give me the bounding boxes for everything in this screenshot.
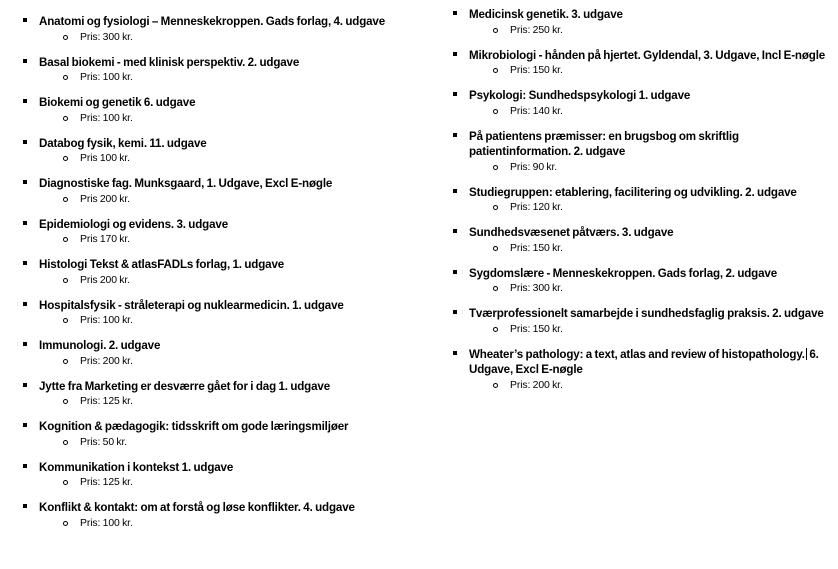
book-list-item[interactable]: [15, 379, 440, 410]
book-price: Pris 100 kr.: [80, 153, 130, 164]
book-price: Pris: 150 kr.: [510, 65, 563, 76]
book-price: Pris: 125 kr.: [80, 477, 133, 488]
price-list-item[interactable]: [469, 323, 838, 337]
circle-bullet-icon: [63, 521, 68, 526]
price-list-item[interactable]: [469, 161, 838, 175]
book-price: Pris: 100 kr.: [80, 112, 133, 124]
book-title: Kommunikation i kontekst 1. udgave: [39, 460, 234, 474]
book-title: Psykologi: Sundhedspsykologi 1. udgave: [469, 89, 691, 102]
price-list-item[interactable]: [39, 31, 440, 45]
book-list-item[interactable]: [445, 129, 838, 175]
price-list-item[interactable]: [39, 233, 440, 247]
price-sublist: [39, 355, 440, 369]
circle-bullet-icon: [63, 35, 68, 40]
book-title: Tværprofessionelt samarbejde i sundhedsfaglig praksis. 2. udgave: [469, 307, 824, 320]
book-list-item[interactable]: [445, 7, 838, 38]
square-bullet-icon: [23, 261, 27, 265]
price-sublist: [469, 64, 838, 78]
book-title: På patientens præmisser: en brugsbog om skriftlig patientinformation. 2. udgave: [469, 129, 739, 158]
book-price: Pris: 300 kr.: [80, 31, 133, 43]
circle-bullet-icon: [493, 383, 498, 388]
book-price: Pris: 200 kr.: [80, 355, 133, 367]
book-list-item[interactable]: [15, 500, 440, 531]
price-list-item[interactable]: [39, 193, 440, 207]
price-sublist: [469, 161, 838, 175]
price-sublist: [39, 152, 440, 166]
book-list-column-right: [440, 0, 838, 393]
price-sublist: [39, 112, 440, 126]
circle-bullet-icon: [63, 359, 68, 364]
book-price: Pris: 50 kr.: [80, 436, 128, 448]
book-list-item[interactable]: [15, 257, 440, 288]
price-list-item[interactable]: [39, 112, 440, 126]
square-bullet-icon: [453, 11, 457, 15]
book-list-item[interactable]: [15, 460, 440, 491]
circle-bullet-icon: [493, 28, 498, 33]
price-list-item[interactable]: [39, 355, 440, 369]
price-sublist: [39, 193, 440, 207]
circle-bullet-icon: [493, 327, 498, 332]
square-bullet-icon: [23, 18, 27, 22]
book-price: Pris: 90 kr.: [510, 161, 558, 173]
book-list-item[interactable]: [445, 306, 838, 337]
book-list-item[interactable]: [15, 55, 440, 86]
price-list-item[interactable]: [39, 395, 440, 409]
book-title: Jytte fra Marketing er desværre gået for i dag 1. udgave: [39, 379, 331, 393]
circle-bullet-icon: [63, 237, 68, 242]
square-bullet-icon: [453, 310, 457, 314]
square-bullet-icon: [23, 504, 27, 508]
book-list-item[interactable]: [15, 298, 440, 329]
square-bullet-icon: [23, 383, 27, 387]
price-sublist: [469, 282, 838, 296]
square-bullet-icon: [23, 59, 27, 63]
book-list-item[interactable]: [15, 95, 440, 126]
price-list-item[interactable]: [39, 476, 440, 490]
book-price: Pris: 200 kr.: [510, 379, 563, 391]
circle-bullet-icon: [493, 246, 498, 251]
book-list-item[interactable]: [15, 338, 440, 369]
circle-bullet-icon: [63, 480, 68, 485]
price-sublist: [469, 323, 838, 337]
book-title: Anatomi og fysiologi – Menneskekroppen. Gads forlag, 4. udgave: [39, 15, 386, 28]
price-sublist: [39, 436, 440, 450]
price-list-item[interactable]: [469, 64, 838, 78]
book-list-right: [445, 7, 838, 393]
book-price: Pris: 150 kr.: [510, 323, 563, 335]
square-bullet-icon: [453, 229, 457, 233]
price-list-item[interactable]: [39, 152, 440, 166]
book-title: Sundhedsvæsenet påtværs. 3. udgave: [469, 226, 674, 239]
price-list-item[interactable]: [469, 24, 838, 38]
square-bullet-icon: [23, 99, 27, 103]
book-list-item[interactable]: [15, 136, 440, 167]
book-title: Kognition & pædagogik: tidsskrift om gode læringsmiljøer: [39, 420, 349, 433]
book-list-item[interactable]: [15, 14, 440, 45]
book-title: Diagnostiske fag. Munksgaard, 1. Udgave, Excl E-nøgle: [39, 177, 333, 190]
price-sublist: [39, 517, 440, 531]
book-title: Basal biokemi - med klinisk perspektiv. 2. udgave: [39, 55, 300, 69]
circle-bullet-icon: [493, 205, 498, 210]
price-list-item[interactable]: [469, 379, 838, 393]
price-list-item[interactable]: [39, 436, 440, 450]
square-bullet-icon: [23, 342, 27, 346]
square-bullet-icon: [23, 464, 27, 468]
circle-bullet-icon: [493, 286, 498, 291]
circle-bullet-icon: [493, 165, 498, 170]
square-bullet-icon: [23, 302, 27, 306]
book-price: Pris: 140 kr.: [510, 105, 563, 117]
square-bullet-icon: [23, 423, 27, 427]
price-sublist: [469, 105, 838, 119]
price-list-item[interactable]: [469, 201, 838, 215]
price-list-item[interactable]: [39, 71, 440, 85]
book-title: Sygdomslære - Menneskekroppen. Gads forlag, 2. udgave: [469, 266, 778, 280]
book-list-item[interactable]: [445, 347, 838, 393]
price-sublist: [39, 395, 440, 409]
price-sublist: [469, 242, 838, 256]
book-list-item[interactable]: [15, 419, 440, 450]
price-list-item[interactable]: [39, 274, 440, 288]
book-list-column-left: [0, 0, 440, 531]
circle-bullet-icon: [63, 399, 68, 404]
square-bullet-icon: [23, 221, 27, 225]
price-sublist: [39, 233, 440, 247]
book-price: Pris: 125 kr.: [80, 396, 133, 407]
square-bullet-icon: [23, 180, 27, 184]
price-sublist: [39, 314, 440, 328]
square-bullet-icon: [453, 133, 457, 137]
price-list-item[interactable]: [39, 517, 440, 531]
book-title: Biokemi og genetik 6. udgave: [39, 96, 196, 109]
book-title: Databog fysik, kemi. 11. udgave: [39, 136, 207, 150]
book-title: Medicinsk genetik. 3. udgave: [469, 8, 623, 21]
book-price: Pris: 100 kr.: [80, 72, 133, 83]
square-bullet-icon: [453, 351, 457, 355]
book-list-item[interactable]: [445, 88, 838, 119]
book-price: Pris 200 kr.: [80, 193, 130, 205]
book-price: Pris: 120 kr.: [510, 202, 563, 213]
book-title: Wheater’s pathology: a text, atlas and review of histopathology. 6. Udgave, Excl E-nøgle: [469, 347, 819, 376]
circle-bullet-icon: [63, 278, 68, 283]
book-price: Pris: 100 kr.: [80, 517, 133, 529]
book-price: Pris 200 kr.: [80, 274, 130, 286]
price-list-item[interactable]: [469, 105, 838, 119]
circle-bullet-icon: [63, 197, 68, 202]
square-bullet-icon: [453, 270, 457, 274]
book-price: Pris: 250 kr.: [510, 24, 563, 36]
circle-bullet-icon: [63, 116, 68, 121]
book-list-item[interactable]: [15, 217, 440, 248]
square-bullet-icon: [453, 92, 457, 96]
price-list-item[interactable]: [469, 282, 838, 296]
book-list-item[interactable]: [445, 48, 838, 79]
book-title: Mikrobiologi - hånden på hjertet. Gyldendal, 3. Udgave, Incl E-nøgle: [469, 48, 826, 62]
book-title: Studiegruppen: etablering, facilitering og udvikling. 2. udgave: [469, 185, 797, 199]
book-price: Pris: 150 kr.: [510, 242, 563, 254]
book-title: Immunologi. 2. udgave: [39, 339, 161, 352]
price-list-item[interactable]: [39, 314, 440, 328]
book-list-item[interactable]: [445, 266, 838, 297]
circle-bullet-icon: [63, 156, 68, 161]
price-list-item[interactable]: [469, 242, 838, 256]
circle-bullet-icon: [493, 109, 498, 114]
square-bullet-icon: [453, 189, 457, 193]
price-sublist: [39, 476, 440, 490]
circle-bullet-icon: [63, 75, 68, 80]
book-price: Pris: 100 kr.: [80, 315, 133, 326]
circle-bullet-icon: [493, 68, 498, 73]
book-title: Histologi Tekst & atlasFADLs forlag, 1. udgave: [39, 258, 285, 271]
text-caret: [806, 348, 807, 360]
circle-bullet-icon: [63, 440, 68, 445]
circle-bullet-icon: [63, 318, 68, 323]
price-sublist: [39, 274, 440, 288]
price-sublist: [469, 379, 838, 393]
price-sublist: [469, 201, 838, 215]
square-bullet-icon: [453, 52, 457, 56]
book-list-item[interactable]: [15, 176, 440, 207]
book-title: Konflikt & kontakt: om at forstå og løse konflikter. 4. udgave: [39, 501, 355, 514]
book-price: Pris: 300 kr.: [510, 283, 563, 294]
book-title: Epidemiologi og evidens. 3. udgave: [39, 217, 228, 231]
book-list-left: [15, 14, 440, 531]
book-price: Pris 170 kr.: [80, 234, 130, 245]
square-bullet-icon: [23, 140, 27, 144]
price-sublist: [39, 31, 440, 45]
book-list-item[interactable]: [445, 225, 838, 256]
book-list-item[interactable]: [445, 185, 838, 216]
price-sublist: [39, 71, 440, 85]
book-title: Hospitalsfysik - stråleterapi og nuklearmedicin. 1. udgave: [39, 298, 344, 312]
price-sublist: [469, 24, 838, 38]
